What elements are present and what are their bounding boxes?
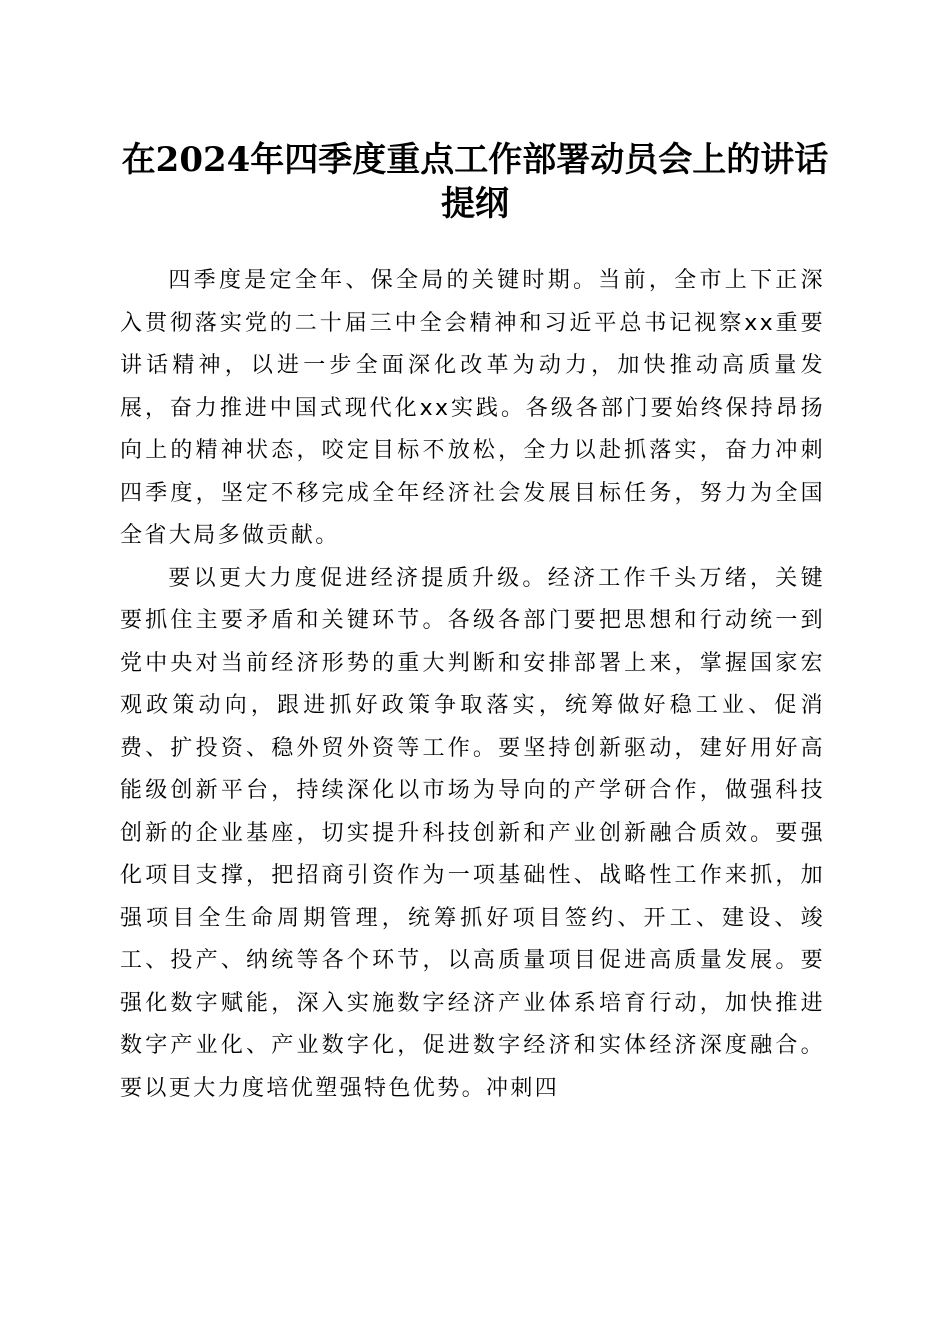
document-title: 在2024年四季度重点工作部署动员会上的讲话提纲 (121, 140, 829, 224)
paragraph-intro: 四季度是定全年、保全局的关键时期。当前，全市上下正深入贯彻落实党的二十届三中全会精神和习近平总书记视察xx重要讲话精神，以进一步全面深化改革为动力，加快推动高质量发展，奋力推进中国式现代化xx实践。各级各部门要始终保持昂扬向上的精神状态，咬定目标不放松，全力以赴抓落实，奋力冲刺四季度，坚定不移完成全年经济社会发展目标任务，努力为全国全省大局多做贡献。 (120, 268, 825, 548)
paragraph-economy: 要以更大力度促进经济提质升级。经济工作千头万绪，关键要抓住主要矛盾和关键环节。各级各部门要把思想和行动统一到党中央对当前经济形势的重大判断和安排部署上来，掌握国家宏观政策动向，跟进抓好政策争取落实，统筹做好稳工业、促消费、扩投资、稳外贸外资等工作。要坚持创新驱动，建好用好高能级创新平台，持续深化以市场为导向的产学研合作，做强科技创新的企业基座，切实提升科技创新和产业创新融合质效。要强化项目支撑，把招商引资作为一项基础性、战略性工作来抓，加强项目全生命周期管理，统筹抓好项目签约、开工、建设、竣工、投产、纳统等各个环节，以高质量项目促进高质量发展。要强化数字赋能，深入实施数字经济产业体系培育行动，加快推进数字产业化、产业数字化，促进数字经济和实体经济深度融合。要以更大力度培优塑强特色优势。冲刺四 (120, 565, 825, 1101)
document-body (120, 260, 825, 1110)
